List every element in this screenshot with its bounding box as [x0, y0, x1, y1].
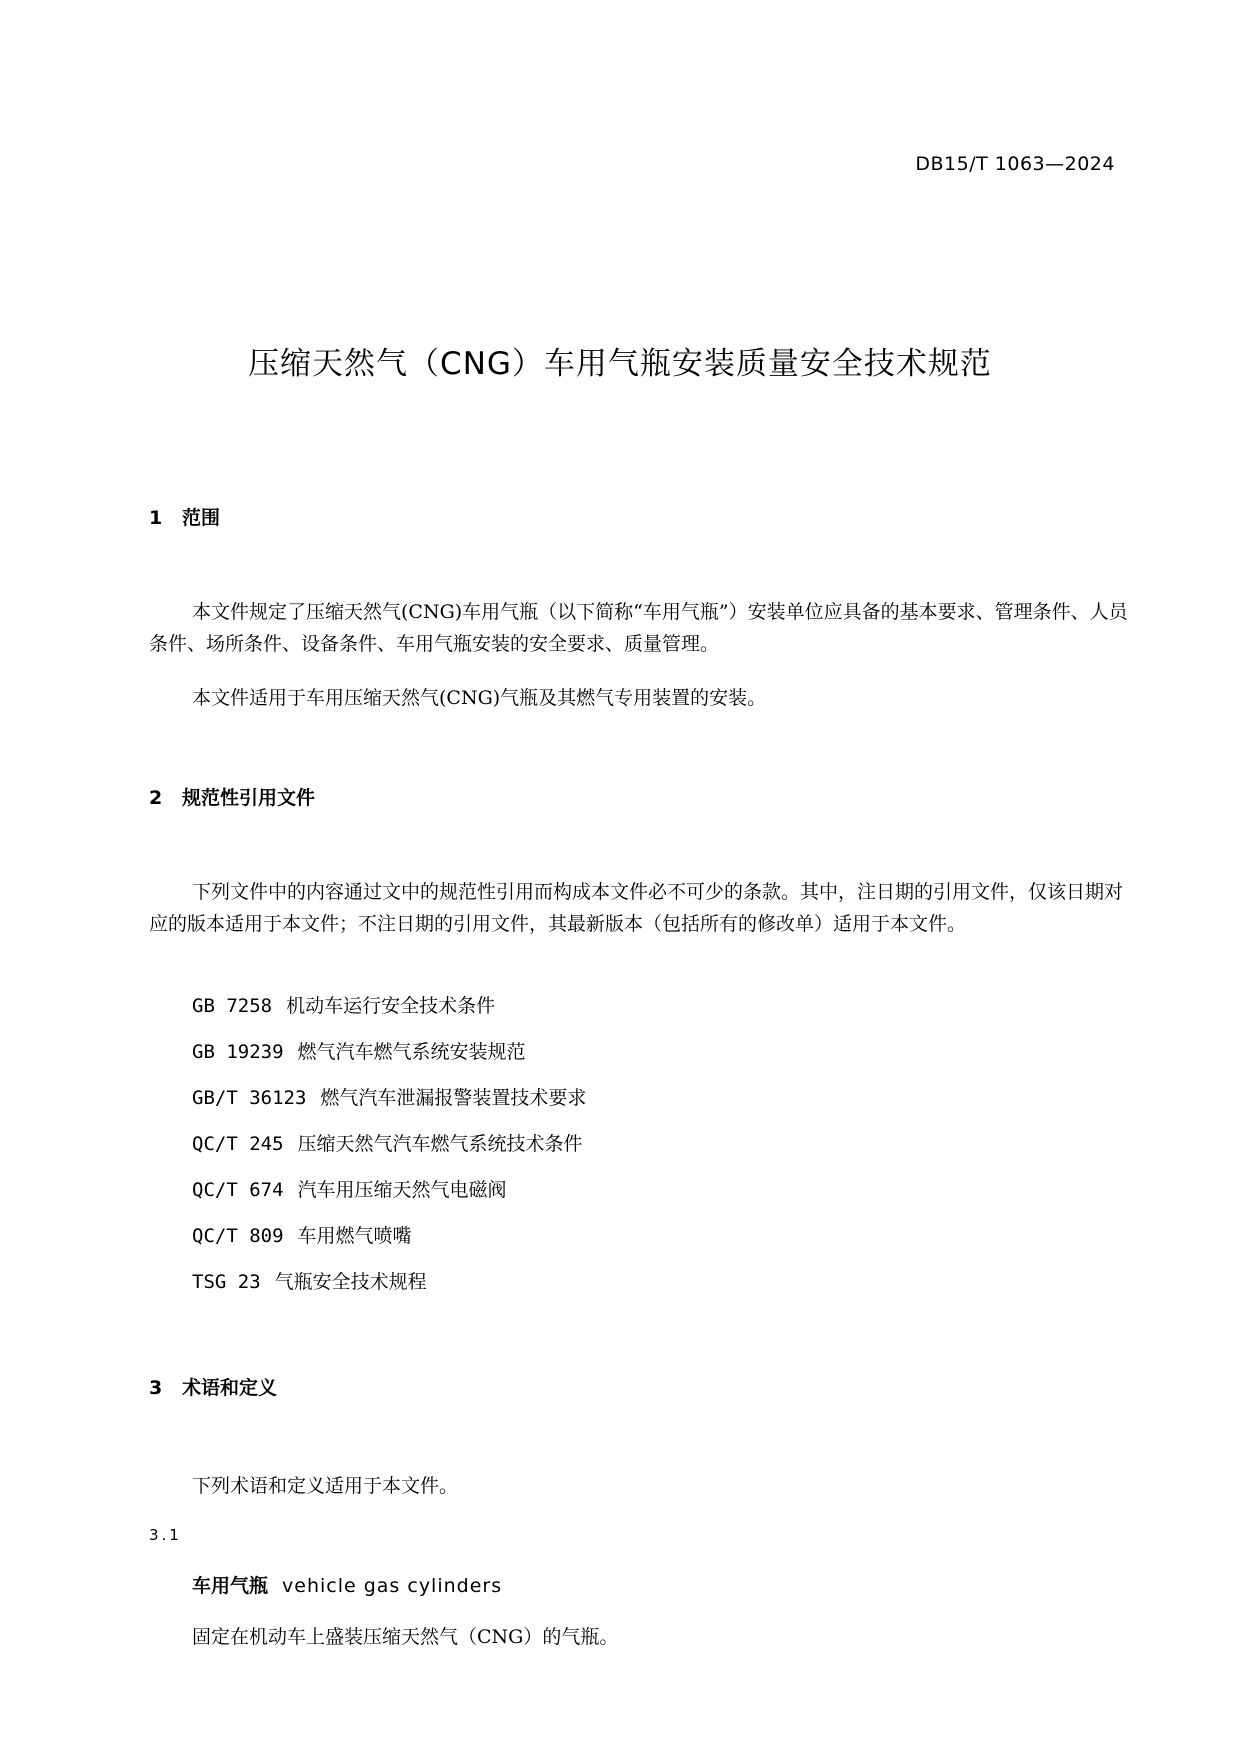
reference-title: 汽车用压缩天然气电磁阀 [297, 1179, 507, 1201]
paragraph: 本文件规定了压缩天然气(CNG)车用气瓶（以下简称“车用气瓶”）安装单位应具备的基本要求、管理条件、人员条件、场所条件、设备条件、车用气瓶安装的安全要求、质量管理。 [149, 601, 1128, 655]
reference-item [192, 1085, 586, 1111]
section-title: 范围 [182, 507, 221, 529]
reference-title: 气瓶安全技术规程 [274, 1271, 427, 1293]
reference-item [192, 1177, 507, 1203]
reference-code: GB 19239 [192, 1041, 284, 1063]
term-definition: 固定在机动车上盛装压缩天然气（CNG）的气瓶。 [192, 1626, 619, 1648]
term-heading [192, 1571, 502, 1598]
reference-item [192, 1223, 412, 1249]
reference-item [192, 993, 495, 1019]
paragraph: 下列术语和定义适用于本文件。 [192, 1475, 459, 1497]
reference-code: GB 7258 [192, 995, 273, 1017]
term-number: 3.1 [149, 1526, 182, 1544]
reference-code: QC/T 674 [192, 1179, 284, 1201]
paragraph: 本文件适用于车用压缩天然气(CNG)气瓶及其燃气专用装置的安装。 [192, 687, 767, 709]
reference-code: QC/T 245 [192, 1133, 284, 1155]
reference-code: TSG 23 [192, 1271, 261, 1293]
reference-title: 燃气汽车泄漏报警装置技术要求 [320, 1087, 587, 1109]
section-heading-1 [149, 503, 220, 530]
section-title: 术语和定义 [182, 1377, 278, 1399]
term-chinese: 车用气瓶 [192, 1575, 269, 1597]
section-number: 1 [149, 507, 163, 529]
reference-title: 压缩天然气汽车燃气系统技术条件 [297, 1133, 583, 1155]
section-heading-3 [149, 1373, 277, 1400]
reference-title: 燃气汽车燃气系统安装规范 [297, 1041, 526, 1063]
section-number: 2 [149, 787, 163, 809]
term-english: vehicle gas cylinders [282, 1575, 503, 1597]
section-number: 3 [149, 1377, 163, 1399]
document-number: DB15/T 1063—2024 [915, 153, 1115, 175]
reference-title: 机动车运行安全技术条件 [286, 995, 496, 1017]
reference-code: QC/T 809 [192, 1225, 284, 1247]
document-title: 压缩天然气（CNG）车用气瓶安装质量安全技术规范 [248, 346, 992, 382]
paragraph: 下列文件中的内容通过文中的规范性引用而构成本文件必不可少的条款。其中，注日期的引用文件，仅该日期对应的版本适用于本文件；不注日期的引用文件，其最新版本（包括所有的修改单）适用于本文件。 [149, 881, 1124, 935]
reference-item [192, 1269, 427, 1295]
reference-title: 车用燃气喷嘴 [297, 1225, 412, 1247]
reference-item [192, 1039, 526, 1065]
section-heading-2 [149, 783, 315, 810]
reference-code: GB/T 36123 [192, 1087, 307, 1109]
reference-item [192, 1131, 583, 1157]
section-title: 规范性引用文件 [182, 787, 316, 809]
